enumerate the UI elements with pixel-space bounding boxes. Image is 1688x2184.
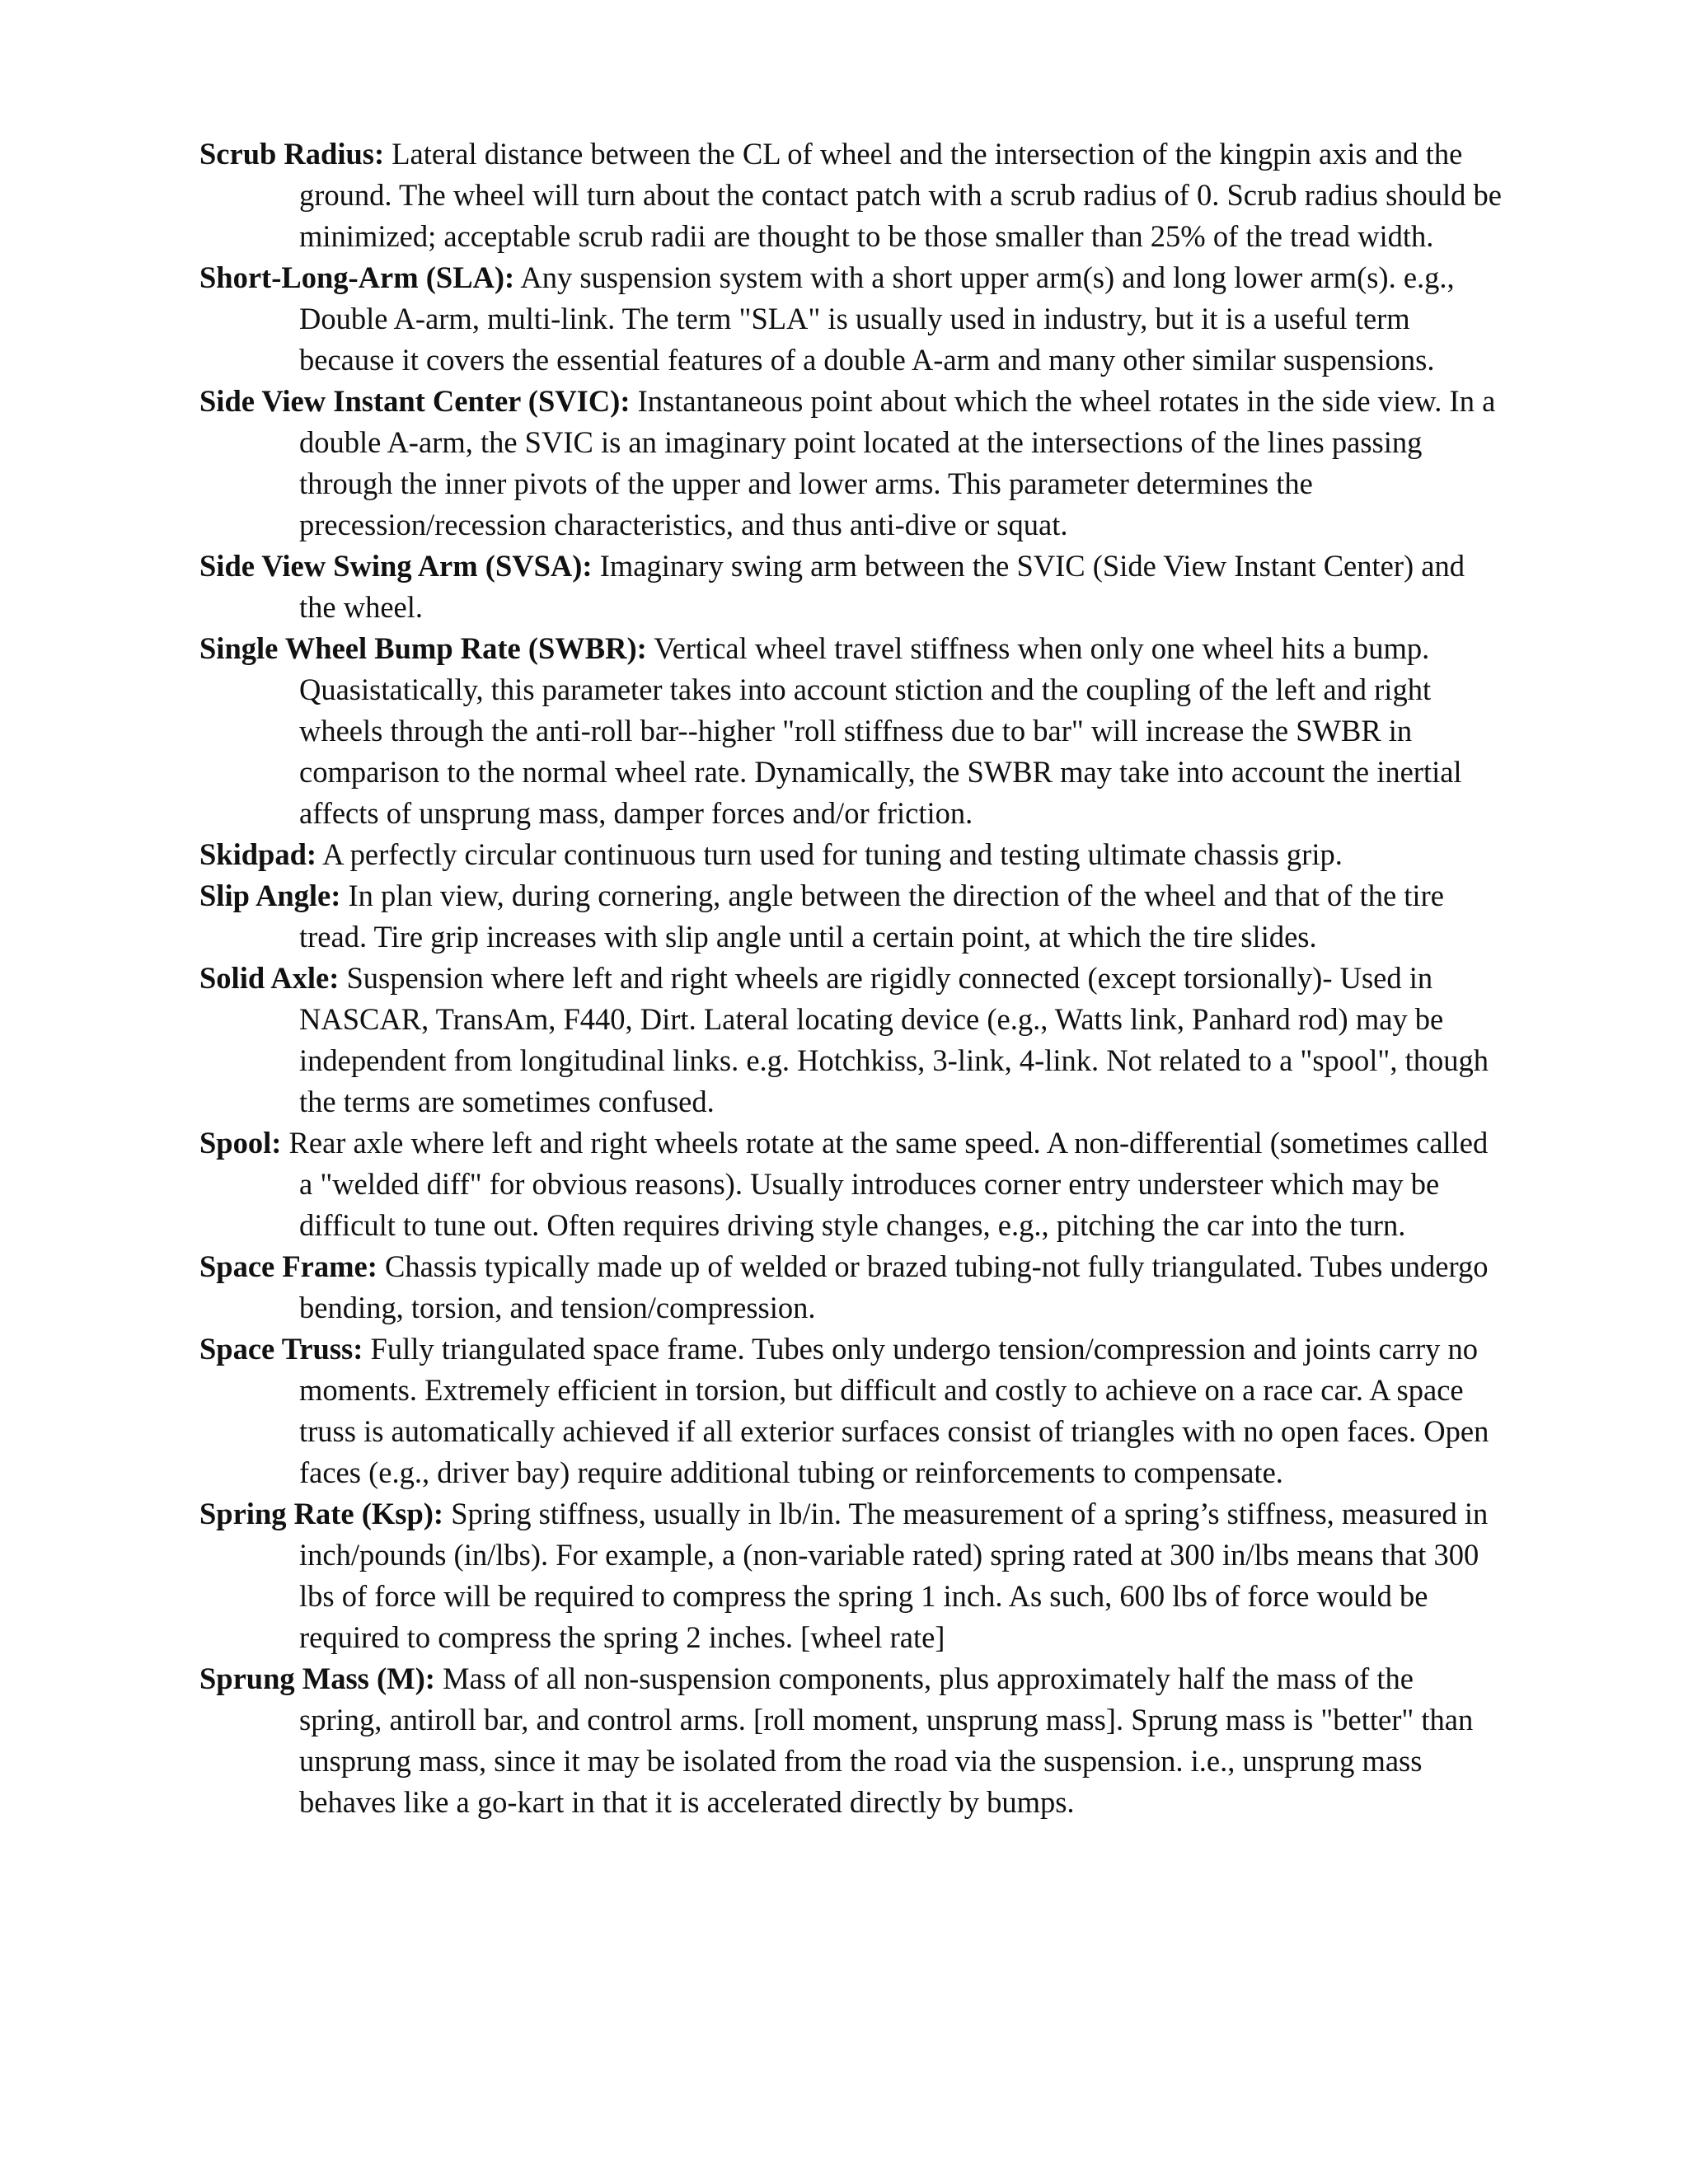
glossary-entry-sprung-mass — [199, 1658, 1502, 1823]
glossary-term: Spring Rate (Ksp): — [199, 1497, 444, 1530]
glossary-entry-solid-axle — [199, 958, 1502, 1122]
glossary-definition: Suspension where left and right wheels are rigidly connected (except torsionally)- Used in NASCAR, TransAm, F440, Dirt. Lateral locating device (e.g., Watts link, Panhard rod) may be independent from longitudinal links. e.g. Hotchkiss, 3-link, 4-link. Not related to a "spool", though the terms are sometimes confused. — [299, 961, 1489, 1118]
glossary-definition: Lateral distance between the CL of wheel and the intersection of the kingpin axis and the ground. The wheel will turn about the contact patch with a scrub radius of 0. Scrub radius should be minimized; acceptable scrub radii are thought to be those smaller than 25% of the tread width. — [299, 137, 1502, 253]
glossary-entry-slip-angle — [199, 875, 1502, 958]
glossary-term: Space Frame: — [199, 1249, 377, 1283]
glossary-definition: Rear axle where left and right wheels rotate at the same speed. A non-differential (sometimes called a "welded diff" for obvious reasons). Usually introduces corner entry understeer which may be difficult to tune out. Often requires driving style changes, e.g., pitching the car into the turn. — [288, 1126, 1489, 1242]
glossary-entry-scrub-radius — [199, 134, 1502, 257]
glossary-entry-space-truss — [199, 1329, 1502, 1493]
glossary-definition: Chassis typically made up of welded or brazed tubing-not fully triangulated. Tubes undergo bending, torsion, and tension/compression. — [299, 1249, 1489, 1324]
glossary-entry-svsa — [199, 546, 1502, 628]
glossary-definition: Fully triangulated space frame. Tubes only undergo tension/compression and joints carry no moments. Extremely efficient in torsion, but difficult and costly to achieve on a race car. A space truss is automatically achieved if all exterior surfaces consist of triangles with no open faces. Open faces (e.g., driver bay) require additional tubing or reinforcements to compensate. — [299, 1332, 1489, 1489]
glossary-entry-short-long-arm — [199, 257, 1502, 381]
glossary-entry-skidpad — [199, 834, 1502, 875]
glossary-definition: Any suspension system with a short upper arm(s) and long lower arm(s). e.g., Double A-arm, multi-link. The term "SLA" is usually used in industry, but it is a useful term because it covers the essential features of a double A-arm and many other similar suspensions. — [299, 260, 1455, 377]
glossary-term: Side View Swing Arm (SVSA): — [199, 549, 593, 583]
glossary-definition: Spring stiffness, usually in lb/in. The measurement of a spring’s stiffness, measured in inch/pounds (in/lbs). For example, a (non-variable rated) spring rated at 300 in/lbs means that 300 lbs of force will be required to compress the spring 1 inch. As such, 600 lbs of force would be required to compress the spring 2 inches. [wheel rate] — [299, 1497, 1489, 1654]
glossary-definition: A perfectly circular continuous turn used for tuning and testing ultimate chassis grip. — [322, 837, 1343, 871]
glossary-term: Sprung Mass (M): — [199, 1661, 435, 1695]
glossary-term: Space Truss: — [199, 1332, 363, 1366]
glossary-term: Scrub Radius: — [199, 137, 385, 171]
glossary-term: Skidpad: — [199, 837, 317, 871]
glossary-term: Side View Instant Center (SVIC): — [199, 384, 631, 418]
glossary-term: Slip Angle: — [199, 879, 341, 912]
glossary-term: Solid Axle: — [199, 961, 340, 995]
glossary-term: Spool: — [199, 1126, 282, 1160]
glossary-entry-svic — [199, 381, 1502, 546]
glossary-term: Single Wheel Bump Rate (SWBR): — [199, 631, 647, 665]
glossary-entry-spool — [199, 1122, 1502, 1246]
glossary-definition: Instantaneous point about which the wheel rotates in the side view. In a double A-arm, the SVIC is an imaginary point located at the intersections of the lines passing through the inner pivots of the upper and lower arms. This parameter determines the precession/recession characteristics, and thus anti-dive or squat. — [299, 384, 1496, 541]
glossary-definition: Vertical wheel travel stiffness when only one wheel hits a bump. Quasistatically, this parameter takes into account stiction and the coupling of the left and right wheels through the anti-roll bar--higher "roll stiffness due to bar" will increase the SWBR in comparison to the normal wheel rate. Dynamically, the SWBR may take into account the inertial affects of unsprung mass, damper forces and/or friction. — [299, 631, 1462, 830]
glossary-entry-space-frame — [199, 1246, 1502, 1329]
glossary-entry-swbr — [199, 628, 1502, 834]
glossary-definition: Imaginary swing arm between the SVIC (Side View Instant Center) and the wheel. — [299, 549, 1465, 624]
glossary-definition: In plan view, during cornering, angle between the direction of the wheel and that of the tire tread. Tire grip increases with slip angle until a certain point, at which the tire slides. — [299, 879, 1444, 954]
glossary-definition: Mass of all non-suspension components, plus approximately half the mass of the spring, antiroll bar, and control arms. [roll moment, unsprung mass]. Sprung mass is "better" than unsprung mass, since it may be isolated from the road via the suspension. i.e., unsprung mass behaves like a go-kart in that it is accelerated directly by bumps. — [299, 1661, 1474, 1819]
glossary-page — [199, 134, 1502, 1823]
glossary-entry-spring-rate — [199, 1493, 1502, 1658]
glossary-term: Short-Long-Arm (SLA): — [199, 260, 515, 294]
